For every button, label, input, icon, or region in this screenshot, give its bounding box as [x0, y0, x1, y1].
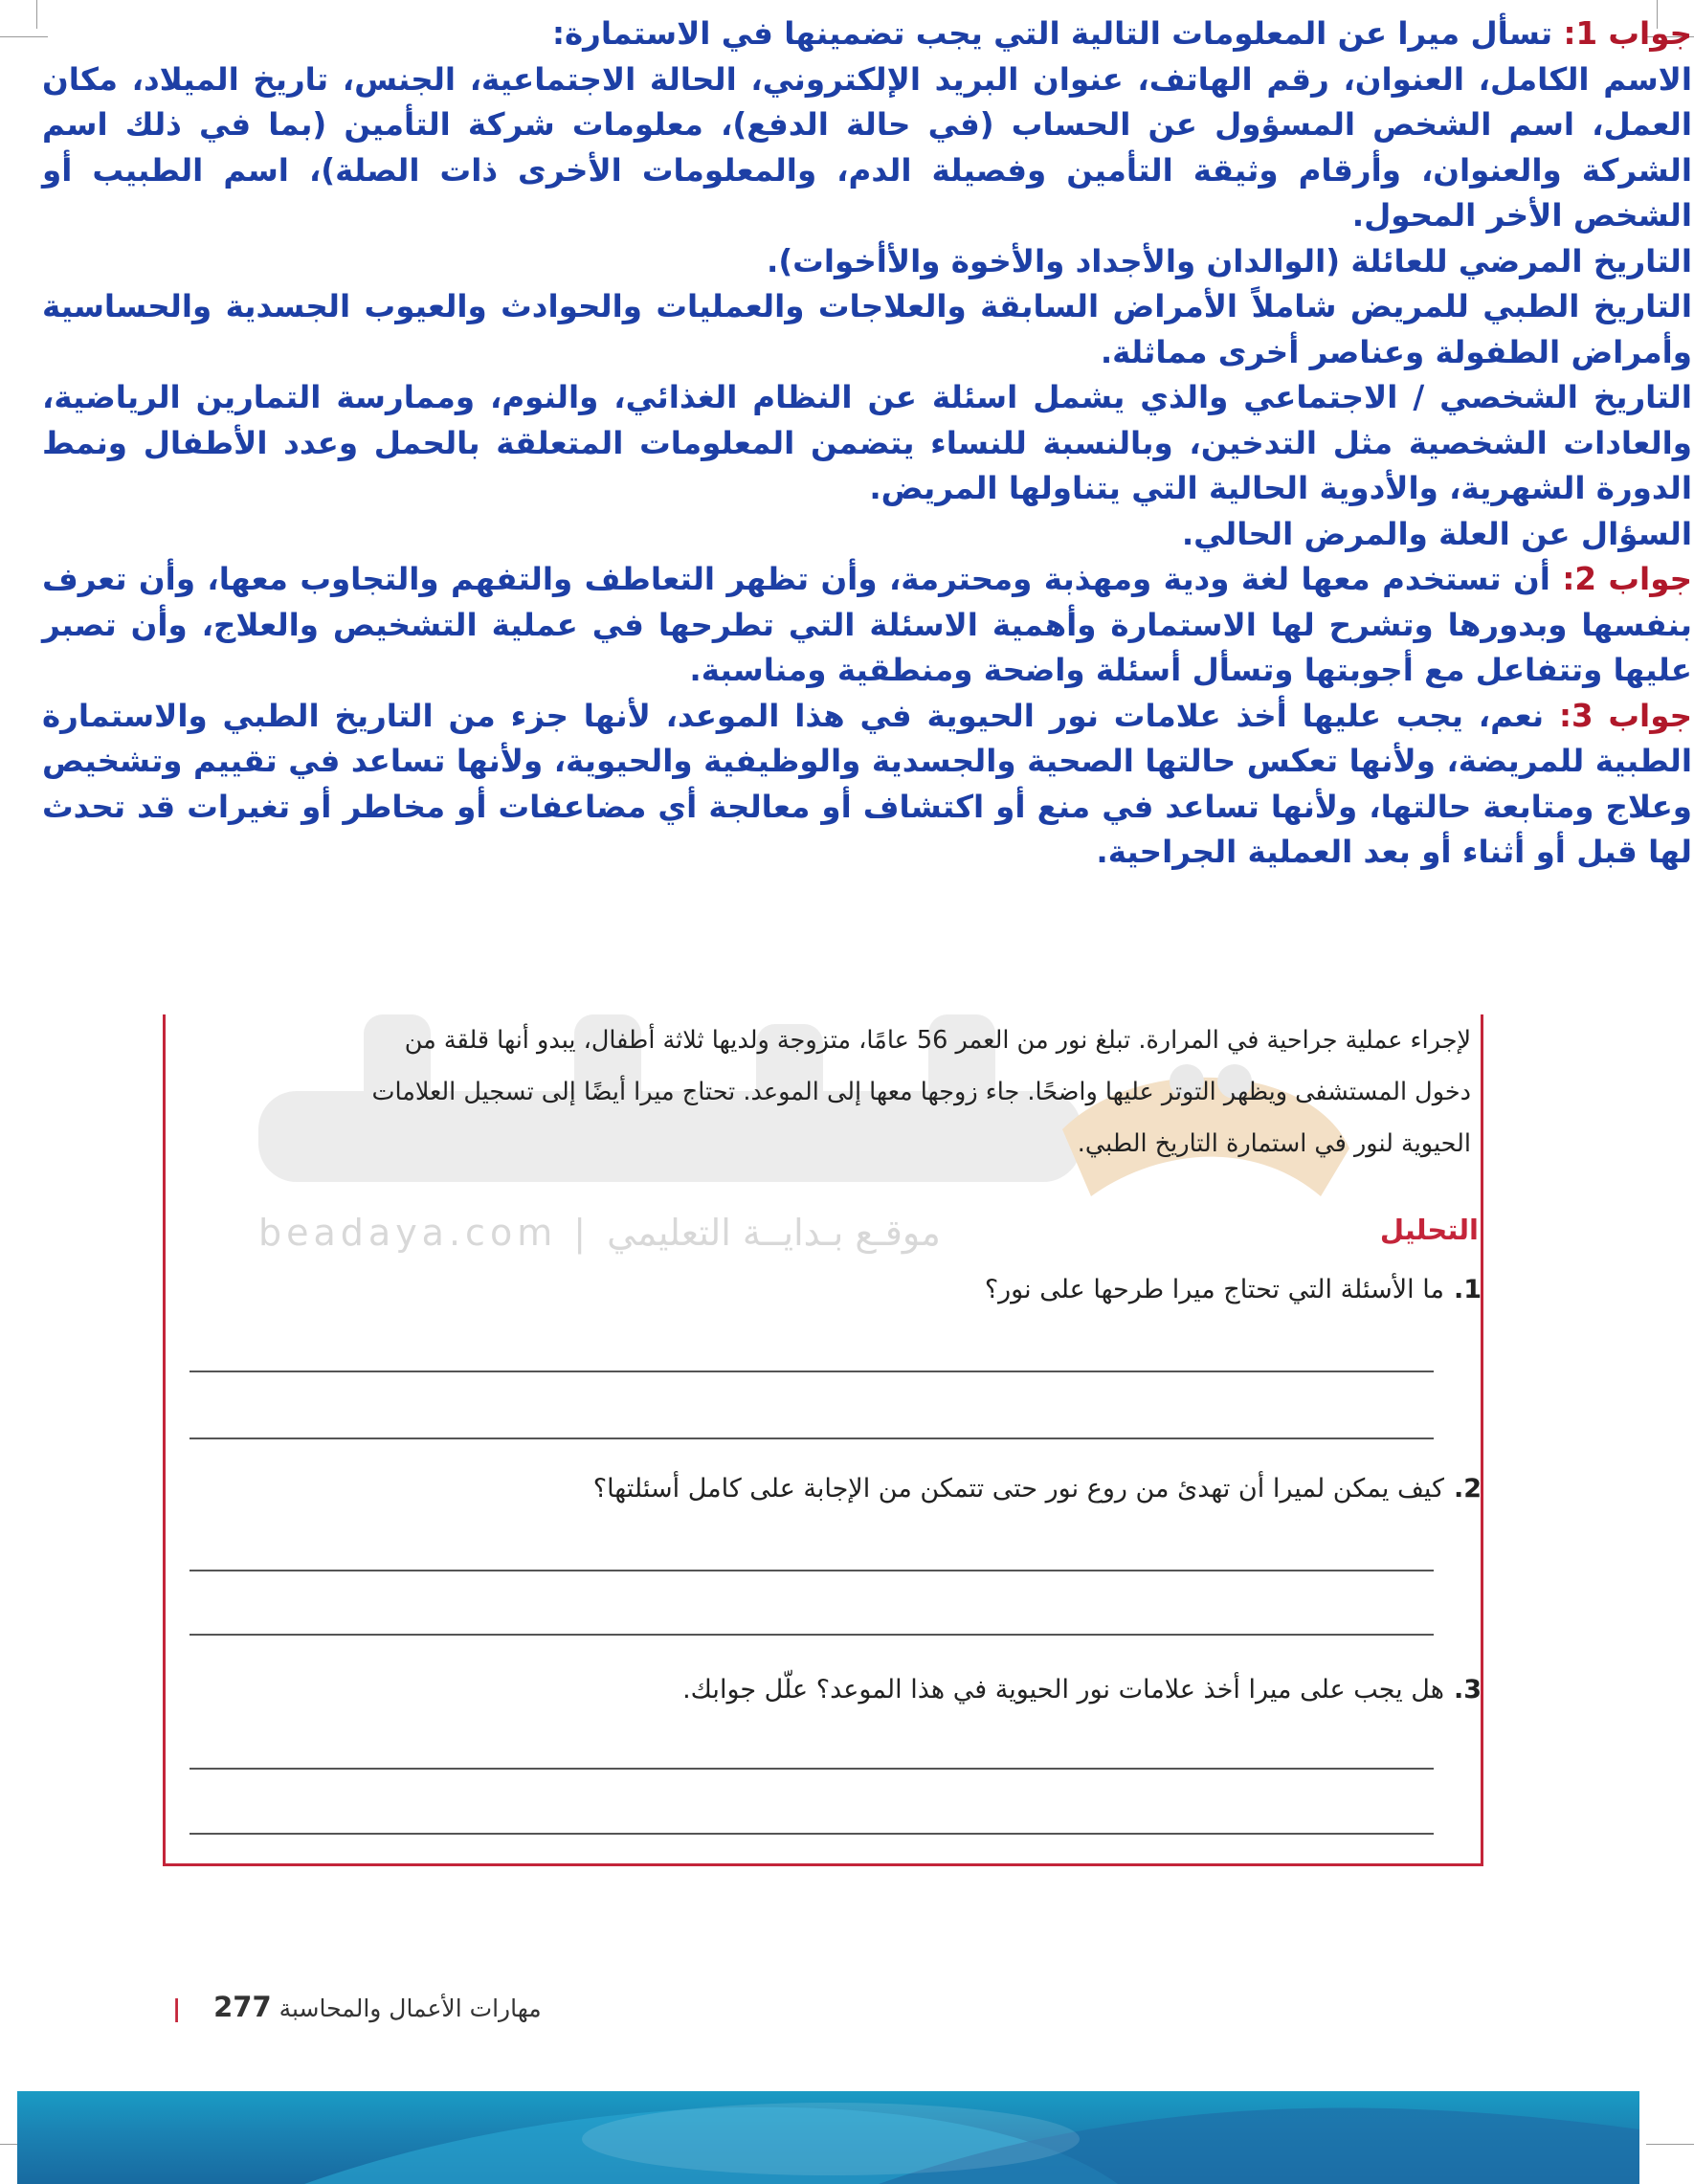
- answer-line[interactable]: [189, 1634, 1434, 1636]
- answer-paragraph: جواب 3: نعم، يجب عليها أخذ علامات نور الحيوية في هذا الموعد، لأنها جزء من التاريخ الطبي والاستمارة الطبية للمريضة، ولأنها تعكس حالتها الصحية والجسدية والوظيفية والحيوية، ولأنها تساعد في تقييم وتشخيص وعلاج ومتابعة حالتها، ولأنها تساعد في منع أو اكتشاف أو معالجة أي مضاعفات أو مخاطر أو تغيرات قد تحدث لها قبل أو أثناء أو بعد العملية الجراحية.: [42, 697, 1692, 870]
- answer-line[interactable]: [189, 1570, 1434, 1571]
- answer-paragraph: السؤال عن العلة والمرض الحالي.: [1181, 515, 1692, 552]
- bottom-decorative-band: [17, 2091, 1639, 2184]
- crop-mark: [1646, 2144, 1694, 2145]
- story-line: الحيوية لنور في استمارة التاريخ الطبي.: [1077, 1129, 1471, 1158]
- crop-mark: [0, 36, 48, 37]
- answer-paragraph: التاريخ الطبي للمريض شاملاً الأمراض السابقة والعلاجات والعمليات والحوادث والعيوب الجسدية والحساسية وأمراض الطفولة وعناصر أخرى مماثلة.: [42, 288, 1692, 370]
- case-study-text: [174, 1014, 1471, 1170]
- page-footer: [172, 1991, 542, 2023]
- question-2: 2.كيف يمكن لميرا أن تهدئ من روع نور حتى تتمكن من الإجابة على كامل أسئلتها؟: [592, 1474, 1482, 1504]
- band-swoosh: [17, 2091, 1639, 2184]
- answer-paragraph: جواب 1: تسأل ميرا عن المعلومات التالية التي يجب تضمينها في الاستمارة:: [551, 15, 1692, 52]
- answer-line[interactable]: [189, 1437, 1434, 1439]
- answer-paragraph: التاريخ المرضي للعائلة (الوالدان والأجداد والأخوة والأأخوات).: [766, 242, 1692, 279]
- answer-line[interactable]: [189, 1833, 1434, 1835]
- page-number: 277: [213, 1991, 272, 2023]
- answer-line[interactable]: [189, 1371, 1434, 1372]
- question-3: 3.هل يجب على ميرا أخذ علامات نور الحيوية في هذا الموعد؟ علّل جوابك.: [682, 1675, 1482, 1705]
- watermark-text: beadaya.com | موقـع بـدايــة التعليمي: [258, 1212, 941, 1254]
- story-line: لإجراء عملية جراحية في المرارة. تبلغ نور من العمر 56 عامًا، متزوجة ولديها ثلاثة أطفال، يبدو أنها قلقة من: [404, 1026, 1471, 1055]
- footer-divider: |: [172, 1995, 182, 2022]
- question-1: 1.ما الأسئلة التي تحتاج ميرا طرحها على نور؟: [984, 1275, 1482, 1304]
- story-line: دخول المستشفى ويظهر التوتر عليها واضحًا. جاء زوجها معها إلى الموعد. تحتاج ميرا أيضًا إلى تسجيل العلامات: [371, 1078, 1471, 1106]
- crop-mark: [36, 0, 37, 29]
- answer-paragraph: التاريخ الشخصي / الاجتماعي والذي يشمل اسئلة عن النظام الغذائي، والنوم، وممارسة التمارين الرياضية، والعادات الشخصية مثل التدخين، وبالنسبة للنساء يتضمن المعلومات المتعلقة بالحمل وعدد الأطفال ونمط الدورة الشهرية، والأدوية الحالية التي يتناولها المريض.: [42, 379, 1692, 506]
- section-title: التحليل: [1379, 1214, 1479, 1246]
- answer-paragraph: الاسم الكامل، العنوان، رقم الهاتف، عنوان البريد الإلكتروني، الحالة الاجتماعية، الجنس، تاريخ الميلاد، مكان العمل، اسم الشخص المسؤول عن الحساب (في حالة الدفع)، معلومات شركة التأمين (بما في ذلك اسم الشركة والعنوان، وأرقام وثيقة التأمين وفصيلة الدم، والمعلومات الأخرى ذات الصلة)، اسم الطبيب أو الشخص الأخر المحول.: [42, 60, 1692, 234]
- book-title: مهارات الأعمال والمحاسبة: [279, 1995, 542, 2022]
- answer-paragraph: جواب 2: أن تستخدم معها لغة ودية ومهذبة ومحترمة، وأن تظهر التعاطف والتفهم والتجاوب معها، وأن تعرف بنفسها وبدورها وتشرح لها الاستمارة وأهمية الاسئلة التي تطرحها في عملية التشخيص والعلاج، وأن تصبر عليها وتتفاعل مع أجوبتها وتسأل أسئلة واضحة ومنطقية ومناسبة.: [42, 561, 1692, 688]
- answers-block: [42, 11, 1692, 876]
- answer-line[interactable]: [189, 1768, 1434, 1770]
